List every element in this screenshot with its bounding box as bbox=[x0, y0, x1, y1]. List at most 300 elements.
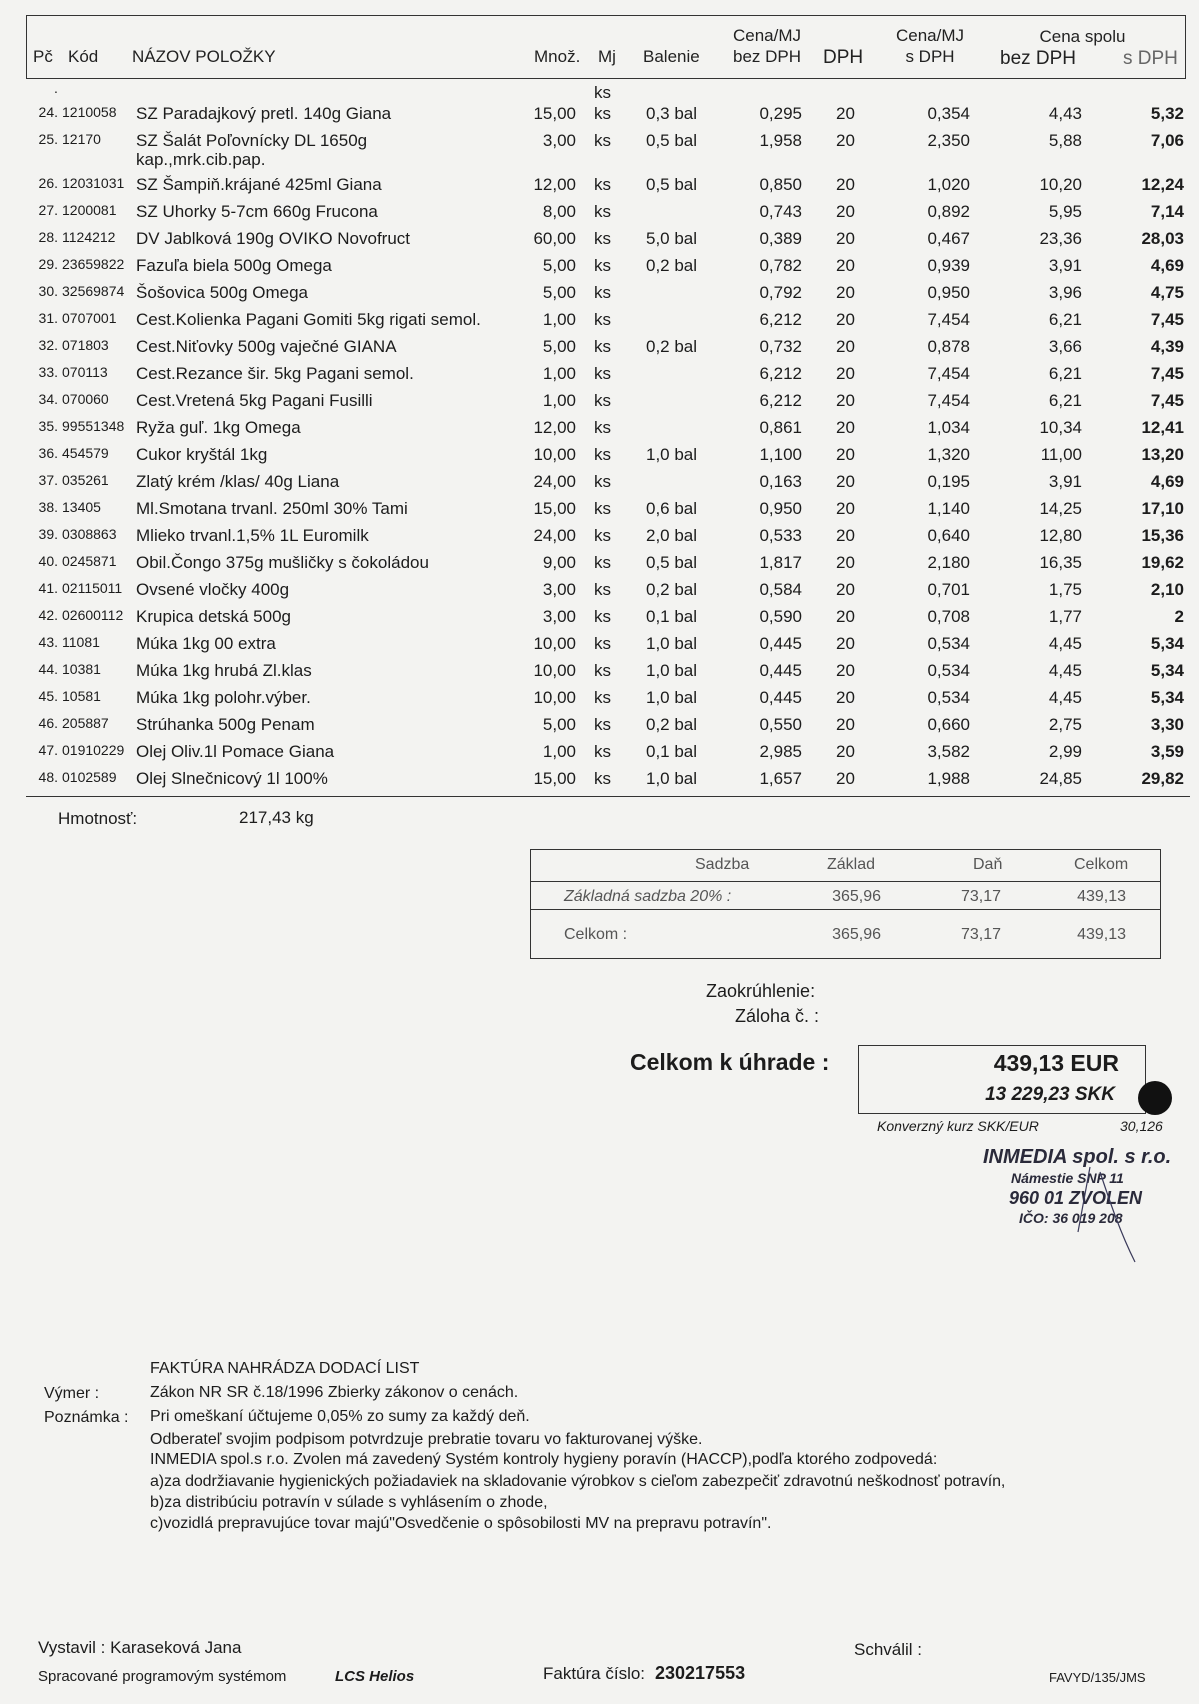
cell-pv: 0,660 bbox=[927, 715, 970, 734]
header-dph: DPH bbox=[823, 47, 864, 68]
cell-vat: 20 bbox=[836, 445, 855, 464]
cell-qty: 1,00 bbox=[542, 391, 576, 410]
cell-pc: 25. bbox=[38, 131, 58, 147]
tax-header-dan: Daň bbox=[973, 856, 1003, 873]
cell-pv: 1,988 bbox=[927, 769, 970, 788]
cell-tn: 10,34 bbox=[1039, 418, 1082, 437]
table-row bbox=[0, 715, 1199, 741]
note-line-2: Odberateľ svojim podpisom potvrdzuje prebratie tovaru vo fakturovanej výške. bbox=[150, 1431, 703, 1448]
company-stamp bbox=[975, 1142, 1185, 1272]
cell-name: Ryža guľ. 1kg Omega bbox=[136, 418, 301, 437]
cell-code: 23659822 bbox=[62, 256, 125, 272]
cell-vat: 20 bbox=[836, 310, 855, 329]
cell-qty: 5,00 bbox=[542, 256, 576, 275]
cell-tv: 3,59 bbox=[1150, 742, 1184, 761]
tax-header-zaklad: Základ bbox=[827, 856, 876, 873]
cell-pc: 40. bbox=[38, 553, 58, 569]
cell-pc: 42. bbox=[38, 607, 58, 623]
cell-name: SZ Šampiň.krájané 425ml Giana bbox=[136, 175, 382, 194]
cell-vat: 20 bbox=[836, 688, 855, 707]
cell-pv: 1,020 bbox=[927, 175, 970, 194]
cell-pv: 0,467 bbox=[927, 229, 970, 248]
table-row bbox=[0, 337, 1199, 363]
cell-qty: 10,00 bbox=[533, 445, 576, 464]
cell-tv: 7,45 bbox=[1150, 364, 1184, 383]
cell-vat: 20 bbox=[836, 472, 855, 491]
cell-code: 10381 bbox=[62, 661, 101, 677]
cell-mj: ks bbox=[594, 229, 611, 248]
signature-strokes bbox=[1070, 1162, 1140, 1272]
cell-qty: 12,00 bbox=[533, 418, 576, 437]
cell-tn: 4,45 bbox=[1048, 634, 1082, 653]
cell-name: Fazuľa biela 500g Omega bbox=[136, 256, 332, 275]
cell-vat: 20 bbox=[836, 553, 855, 572]
cell-code: 99551348 bbox=[62, 418, 125, 434]
cell-vat: 20 bbox=[836, 499, 855, 518]
cell-pn: 0,550 bbox=[759, 715, 802, 734]
cell-pv: 7,454 bbox=[927, 391, 970, 410]
cell-bal: 1,0 bal bbox=[646, 445, 698, 464]
table-row bbox=[0, 553, 1199, 579]
note-line-3: INMEDIA spol.s r.o. Zvolen má zavedený Systém kontroly hygieny poravín (HACCP),podľa ktorého zodpovedá: bbox=[150, 1451, 938, 1468]
stamp-line-company: INMEDIA spol. s r.o. bbox=[983, 1146, 1172, 1168]
cell-vat: 20 bbox=[836, 634, 855, 653]
unit-line-mj: ks bbox=[594, 83, 611, 102]
cell-qty: 12,00 bbox=[533, 175, 576, 194]
vymer-label: Výmer : bbox=[44, 1385, 100, 1402]
cell-tv: 5,34 bbox=[1150, 661, 1184, 680]
cell-bal: 0,2 bal bbox=[646, 256, 698, 275]
cell-mj: ks bbox=[594, 607, 611, 626]
cell-mj: ks bbox=[594, 499, 611, 518]
cell-qty: 1,00 bbox=[542, 742, 576, 761]
cell-pv: 0,354 bbox=[927, 104, 970, 123]
tax-header-celkom: Celkom bbox=[1074, 856, 1129, 873]
cell-mj: ks bbox=[594, 769, 611, 788]
cell-tv: 17,10 bbox=[1141, 499, 1184, 518]
cell-tn: 2,99 bbox=[1048, 742, 1082, 761]
cell-pn: 0,445 bbox=[759, 661, 802, 680]
cell-pv: 0,708 bbox=[927, 607, 970, 626]
cell-pc: 32. bbox=[38, 337, 58, 353]
cell-name: Mlieko trvanl.1,5% 1L Euromilk bbox=[136, 526, 369, 545]
cell-name: Strúhanka 500g Penam bbox=[136, 715, 315, 734]
cell-vat: 20 bbox=[836, 337, 855, 356]
cell-bal: 0,5 bal bbox=[646, 131, 698, 150]
cell-mj: ks bbox=[594, 337, 611, 356]
cell-name: Múka 1kg hrubá Zl.klas bbox=[136, 661, 312, 680]
cell-code: 0102589 bbox=[62, 769, 117, 785]
cell-pn: 0,590 bbox=[759, 607, 802, 626]
system-name: LCS Helios bbox=[335, 1668, 415, 1685]
cell-vat: 20 bbox=[836, 418, 855, 437]
cell-vat: 20 bbox=[836, 104, 855, 123]
cell-tv: 2,10 bbox=[1150, 580, 1184, 599]
note-line-5: b)za distribúciu potravín v súlade s vyhlásením o zhode, bbox=[150, 1494, 548, 1511]
table-row bbox=[0, 769, 1199, 795]
cell-pc: 27. bbox=[38, 202, 58, 218]
cell-tn: 6,21 bbox=[1048, 391, 1082, 410]
invoice-number-label: Faktúra číslo: bbox=[543, 1664, 646, 1683]
cell-mj: ks bbox=[594, 688, 611, 707]
cell-pv: 7,454 bbox=[927, 310, 970, 329]
cell-name: Šošovica 500g Omega bbox=[136, 283, 308, 302]
tax-total-total: 439,13 bbox=[1077, 926, 1126, 943]
header-spolu-s: s DPH bbox=[1123, 48, 1178, 69]
table-bottom-rule bbox=[26, 796, 1190, 797]
cell-bal: 1,0 bal bbox=[646, 688, 698, 707]
conversion-rate-label: Konverzný kurz SKK/EUR bbox=[877, 1118, 1039, 1134]
cell-qty: 15,00 bbox=[533, 104, 576, 123]
system-label: Spracované programovým systémom bbox=[38, 1668, 287, 1685]
cell-tn: 4,45 bbox=[1048, 661, 1082, 680]
cell-mj: ks bbox=[594, 104, 611, 123]
cell-pn: 0,445 bbox=[759, 634, 802, 653]
cell-qty: 1,00 bbox=[542, 364, 576, 383]
cell-pv: 0,534 bbox=[927, 634, 970, 653]
poznamka-label: Poznámka : bbox=[44, 1409, 129, 1426]
table-row bbox=[0, 472, 1199, 498]
header-kod: Kód bbox=[68, 47, 99, 66]
tax-row-total: 439,13 bbox=[1077, 888, 1126, 905]
table-row bbox=[0, 445, 1199, 471]
cell-code: 02115011 bbox=[62, 580, 123, 596]
tax-row-tax: 73,17 bbox=[960, 888, 1001, 905]
table-row bbox=[0, 391, 1199, 417]
table-row bbox=[0, 364, 1199, 390]
header-balenie: Balenie bbox=[643, 47, 700, 66]
cell-qty: 3,00 bbox=[542, 607, 576, 626]
vymer-text: Zákon NR SR č.18/1996 Zbierky zákonov o cenách. bbox=[150, 1384, 519, 1401]
cell-name: Ovsené vločky 400g bbox=[136, 580, 290, 599]
cell-tn: 2,75 bbox=[1048, 715, 1082, 734]
cell-qty: 3,00 bbox=[542, 580, 576, 599]
cell-pn: 0,584 bbox=[759, 580, 802, 599]
cell-pn: 1,657 bbox=[759, 769, 802, 788]
cell-pn: 0,950 bbox=[759, 499, 802, 518]
cell-bal: 0,2 bal bbox=[646, 580, 698, 599]
cell-bal: 1,0 bal bbox=[646, 769, 698, 788]
cell-code: 13405 bbox=[62, 499, 101, 515]
tax-row-label: Základná sadzba 20% : bbox=[564, 888, 732, 905]
cell-mj: ks bbox=[594, 418, 611, 437]
cell-pn: 1,100 bbox=[759, 445, 802, 464]
table-row bbox=[0, 634, 1199, 660]
tax-summary-table bbox=[530, 849, 1161, 959]
cell-pn: 0,445 bbox=[759, 688, 802, 707]
cell-pv: 1,320 bbox=[927, 445, 970, 464]
cell-code: 10581 bbox=[62, 688, 101, 704]
cell-pv: 0,640 bbox=[927, 526, 970, 545]
cell-pv: 0,939 bbox=[927, 256, 970, 275]
cell-vat: 20 bbox=[836, 661, 855, 680]
cell-bal: 1,0 bal bbox=[646, 661, 698, 680]
table-row bbox=[0, 607, 1199, 633]
cell-pc: 48. bbox=[38, 769, 58, 785]
header-nazov: NÁZOV POLOŽKY bbox=[132, 47, 276, 66]
cell-code: 0707001 bbox=[62, 310, 117, 326]
cell-qty: 5,00 bbox=[542, 283, 576, 302]
cell-bal: 0,6 bal bbox=[646, 499, 698, 518]
cell-pn: 6,212 bbox=[759, 364, 802, 383]
cell-tn: 6,21 bbox=[1048, 310, 1082, 329]
cell-pv: 0,950 bbox=[927, 283, 970, 302]
cell-code: 02600112 bbox=[62, 607, 124, 623]
cell-name: Cest.Rezance šir. 5kg Pagani semol. bbox=[136, 364, 414, 383]
total-eur: 439,13 EUR bbox=[993, 1050, 1119, 1076]
cell-tn: 3,91 bbox=[1048, 256, 1082, 275]
tax-total-tax: 73,17 bbox=[960, 926, 1001, 943]
cell-tn: 4,43 bbox=[1048, 104, 1082, 123]
cell-mj: ks bbox=[594, 131, 611, 150]
cell-pc: 38. bbox=[38, 499, 58, 515]
cell-vat: 20 bbox=[836, 391, 855, 410]
cell-code: 454579 bbox=[62, 445, 109, 461]
cell-mj: ks bbox=[594, 445, 611, 464]
note-line-1: Pri omeškaní účtujeme 0,05% zo sumy za každý deň. bbox=[150, 1408, 530, 1425]
cell-tn: 11,00 bbox=[1040, 445, 1082, 464]
cell-bal: 0,1 bal bbox=[646, 742, 698, 761]
cell-tv: 7,45 bbox=[1150, 310, 1184, 329]
cell-pc: 45. bbox=[38, 688, 58, 704]
cell-qty: 60,00 bbox=[533, 229, 576, 248]
cell-qty: 24,00 bbox=[533, 526, 576, 545]
table-row bbox=[0, 175, 1199, 201]
cell-pc: 47. bbox=[38, 742, 58, 758]
cell-pc: 24. bbox=[38, 104, 58, 120]
cell-tv: 7,45 bbox=[1150, 391, 1184, 410]
cell-tv: 12,41 bbox=[1141, 418, 1184, 437]
cell-name: Ml.Smotana trvanl. 250ml 30% Tami bbox=[136, 499, 408, 518]
cell-pv: 0,892 bbox=[927, 202, 970, 221]
cell-pn: 0,792 bbox=[759, 283, 802, 302]
cell-pv: 1,034 bbox=[927, 418, 970, 437]
cell-pv: 0,534 bbox=[927, 688, 970, 707]
cell-bal: 0,1 bal bbox=[646, 607, 698, 626]
issued-by: Vystavil : Karaseková Jana bbox=[38, 1638, 242, 1657]
cell-code: 070060 bbox=[62, 391, 109, 407]
cell-pc: 44. bbox=[38, 661, 58, 677]
cell-pv: 2,180 bbox=[927, 553, 970, 572]
ink-blot bbox=[1138, 1081, 1172, 1115]
cell-pc: 36. bbox=[38, 445, 58, 461]
cell-vat: 20 bbox=[836, 607, 855, 626]
cell-pn: 0,782 bbox=[759, 256, 802, 275]
stamp-line-ico: IČO: 36 019 208 bbox=[1019, 1210, 1123, 1226]
cell-pv: 0,534 bbox=[927, 661, 970, 680]
table-row bbox=[0, 661, 1199, 687]
cell-pn: 0,389 bbox=[759, 229, 802, 248]
cell-code: 205887 bbox=[62, 715, 109, 731]
cell-pc: 41. bbox=[38, 580, 58, 596]
cell-name: Cest.Kolienka Pagani Gomiti 5kg rigati semol. bbox=[136, 310, 481, 329]
cell-mj: ks bbox=[594, 553, 611, 572]
cell-qty: 9,00 bbox=[542, 553, 576, 572]
header-cena-mj-s-1: Cena/MJ bbox=[895, 26, 965, 45]
cell-code: 32569874 bbox=[62, 283, 125, 299]
cell-code: 01910229 bbox=[62, 742, 125, 758]
cell-pn: 1,817 bbox=[759, 553, 802, 572]
cell-mj: ks bbox=[594, 391, 611, 410]
cell-pc: 37. bbox=[38, 472, 58, 488]
cell-tn: 12,80 bbox=[1039, 526, 1082, 545]
cell-pc: 26. bbox=[38, 175, 58, 191]
cell-name: DV Jablková 190g OVIKO Novofruct bbox=[136, 229, 411, 248]
cell-mj: ks bbox=[594, 472, 611, 491]
cell-tv: 7,14 bbox=[1150, 202, 1184, 221]
cell-pv: 0,195 bbox=[927, 472, 970, 491]
cell-bal: 0,5 bal bbox=[646, 175, 698, 194]
header-cena-mj-s-2: s DPH bbox=[905, 47, 955, 66]
cell-qty: 10,00 bbox=[533, 634, 576, 653]
tax-row-base: 365,96 bbox=[832, 888, 881, 905]
rounding-label: Zaokrúhlenie: bbox=[706, 981, 816, 1001]
cell-bal: 0,3 bal bbox=[646, 104, 698, 123]
cell-pv: 3,582 bbox=[927, 742, 970, 761]
tax-header-sadzba: Sadzba bbox=[695, 856, 750, 873]
cell-name: Olej Slnečnicový 1l 100% bbox=[136, 769, 328, 788]
cell-name: Múka 1kg 00 extra bbox=[136, 634, 276, 653]
table-row bbox=[0, 499, 1199, 525]
cell-mj: ks bbox=[594, 580, 611, 599]
weight-label: Hmotnosť: bbox=[58, 809, 138, 828]
cell-tn: 1,75 bbox=[1048, 580, 1082, 599]
cell-name: Cest.Niťovky 500g vaječné GIANA bbox=[136, 337, 397, 356]
table-row bbox=[0, 688, 1199, 714]
cell-qty: 8,00 bbox=[542, 202, 576, 221]
cell-mj: ks bbox=[594, 310, 611, 329]
cell-name: Múka 1kg polohr.výber. bbox=[136, 688, 311, 707]
cell-pc: 29. bbox=[38, 256, 58, 272]
cell-name: SZ Paradajkový pretl. 140g Giana bbox=[136, 104, 392, 123]
cell-pc: 34. bbox=[38, 391, 58, 407]
conversion-rate-value: 30,126 bbox=[1120, 1118, 1163, 1134]
header-mnoz: Množ. bbox=[534, 47, 581, 66]
cell-code: 0245871 bbox=[62, 553, 117, 569]
cell-tn: 5,95 bbox=[1048, 202, 1082, 221]
cell-code: 071803 bbox=[62, 337, 109, 353]
cell-code: 1200081 bbox=[62, 202, 117, 218]
cell-pn: 6,212 bbox=[759, 310, 802, 329]
cell-pn: 1,958 bbox=[759, 131, 802, 150]
unit-line-dot: . bbox=[54, 80, 58, 96]
cell-tn: 10,20 bbox=[1039, 175, 1082, 194]
cell-tv: 15,36 bbox=[1141, 526, 1184, 545]
cell-pv: 0,878 bbox=[927, 337, 970, 356]
cell-code: 1124212 bbox=[62, 229, 116, 245]
cell-tn: 1,77 bbox=[1048, 607, 1082, 626]
cell-mj: ks bbox=[594, 661, 611, 680]
cell-tv: 3,30 bbox=[1150, 715, 1184, 734]
cell-pn: 0,743 bbox=[759, 202, 802, 221]
weight-value: 217,43 kg bbox=[239, 808, 314, 827]
cell-qty: 1,00 bbox=[542, 310, 576, 329]
cell-pv: 7,454 bbox=[927, 364, 970, 383]
cell-qty: 5,00 bbox=[542, 715, 576, 734]
cell-qty: 10,00 bbox=[533, 661, 576, 680]
cell-mj: ks bbox=[594, 634, 611, 653]
tax-total-base: 365,96 bbox=[832, 926, 881, 943]
cell-vat: 20 bbox=[836, 580, 855, 599]
cell-vat: 20 bbox=[836, 283, 855, 302]
table-row bbox=[0, 256, 1199, 282]
cell-bal: 0,2 bal bbox=[646, 715, 698, 734]
header-mj: Mj bbox=[598, 47, 616, 66]
cell-pv: 2,350 bbox=[927, 131, 970, 150]
header-pc: Pč bbox=[33, 47, 53, 66]
cell-tn: 4,45 bbox=[1048, 688, 1082, 707]
cell-tn: 6,21 bbox=[1048, 364, 1082, 383]
tax-total-label: Celkom : bbox=[564, 926, 628, 943]
table-row bbox=[0, 310, 1199, 336]
cell-pn: 0,861 bbox=[759, 418, 802, 437]
cell-mj: ks bbox=[594, 202, 611, 221]
cell-tv: 4,69 bbox=[1150, 472, 1184, 491]
cell-pc: 30. bbox=[38, 283, 58, 299]
stamp-line-street: Námestie SNP 11 bbox=[1011, 1170, 1124, 1186]
cell-vat: 20 bbox=[836, 769, 855, 788]
cell-name: Zlatý krém /klas/ 40g Liana bbox=[136, 472, 340, 491]
cell-pc: 33. bbox=[38, 364, 58, 380]
total-due-label: Celkom k úhrade : bbox=[630, 1049, 830, 1075]
cell-tv: 4,75 bbox=[1150, 283, 1184, 302]
cell-qty: 10,00 bbox=[533, 688, 576, 707]
form-code: FAVYD/135/JMS bbox=[1049, 1670, 1146, 1685]
cell-tv: 13,20 bbox=[1141, 445, 1184, 464]
cell-mj: ks bbox=[594, 175, 611, 194]
cell-pc: 31. bbox=[38, 310, 58, 326]
cell-tn: 14,25 bbox=[1039, 499, 1082, 518]
cell-pv: 0,701 bbox=[927, 580, 970, 599]
note-line-4: a)za dodržiavanie hygienických požiadaviek na skladovanie výrobkov s cieľom zabezpečiť zdravotnú neškodnosť potravín, bbox=[150, 1473, 1006, 1490]
cell-name: SZ Šalát Poľovnícky DL 1650g bbox=[136, 131, 368, 150]
cell-name: Olej Oliv.1l Pomace Giana bbox=[136, 742, 335, 761]
cell-name: Krupica detská 500g bbox=[136, 607, 291, 626]
cell-tv: 4,39 bbox=[1150, 337, 1184, 356]
stamp-line-city: 960 01 ZVOLEN bbox=[1009, 1188, 1143, 1208]
header-cena-mj-bez-2: bez DPH bbox=[732, 47, 802, 66]
table-row bbox=[0, 580, 1199, 606]
note-line-6: c)vozidlá prepravujúce tovar majú"Osvedčenie o spôsobilosti MV na prepravu potravín". bbox=[150, 1515, 772, 1532]
cell-vat: 20 bbox=[836, 131, 855, 150]
cell-tn: 3,96 bbox=[1048, 283, 1082, 302]
cell-pn: 2,985 bbox=[759, 742, 802, 761]
total-due-box bbox=[858, 1045, 1146, 1114]
cell-tn: 5,88 bbox=[1048, 131, 1082, 150]
cell-vat: 20 bbox=[836, 175, 855, 194]
cell-tv: 12,24 bbox=[1141, 175, 1184, 194]
cell-name: Obil.Čongo 375g mušličky s čokoládou bbox=[136, 553, 429, 572]
cell-pv: 1,140 bbox=[927, 499, 970, 518]
cell-pc: 35. bbox=[38, 418, 58, 434]
cell-code: 1210058 bbox=[62, 104, 117, 120]
header-cena-spolu: Cena spolu bbox=[1039, 27, 1126, 46]
cell-mj: ks bbox=[594, 526, 611, 545]
cell-tv: 5,34 bbox=[1150, 688, 1184, 707]
cell-name: Cest.Vretená 5kg Pagani Fusilli bbox=[136, 391, 373, 410]
table-row bbox=[0, 131, 1199, 169]
cell-mj: ks bbox=[594, 742, 611, 761]
cell-name: Cukor kryštál 1kg bbox=[136, 445, 268, 464]
header-cena-mj-bez-1: Cena/MJ bbox=[732, 26, 802, 45]
cell-mj: ks bbox=[594, 715, 611, 734]
cell-bal: 0,5 bal bbox=[646, 553, 698, 572]
cell-pn: 0,295 bbox=[759, 104, 802, 123]
approved-by: Schválil : bbox=[854, 1640, 923, 1659]
cell-bal: 0,2 bal bbox=[646, 337, 698, 356]
cell-vat: 20 bbox=[836, 742, 855, 761]
notes-title: FAKTÚRA NAHRÁDZA DODACÍ LIST bbox=[150, 1360, 420, 1377]
